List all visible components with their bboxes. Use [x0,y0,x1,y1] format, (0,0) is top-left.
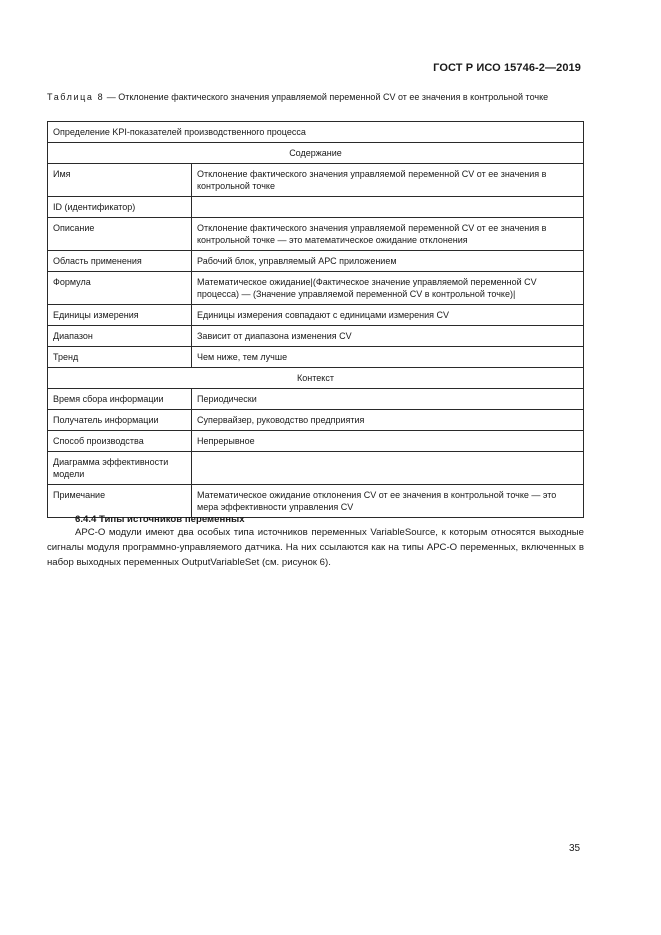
page-number: 35 [569,843,581,854]
row-value: Отклонение фактического значения управляемой переменной CV от ее значения в контрольной точке — это математическое ожидание отклонения [192,218,584,251]
row-label: Диаграмма эффективности модели [48,452,192,485]
row-value: Рабочий блок, управляемый АРС приложением [192,251,584,272]
table-row [48,431,584,452]
table-row [48,368,584,389]
document-header: ГОСТ Р ИСО 15746-2—2019 [433,62,581,74]
table-caption [47,92,587,104]
table-caption-label: Таблица 8 [47,92,105,102]
table-row [48,347,584,368]
row-label: Имя [48,164,192,197]
table-row [48,389,584,410]
table-row [48,305,584,326]
content-header: Содержание [48,143,584,164]
row-label: Время сбора информации [48,389,192,410]
section-heading: 6.4.4 Типы источников переменных [75,514,245,525]
row-label: Диапазон [48,326,192,347]
row-label: Область применения [48,251,192,272]
table-row [48,410,584,431]
table-row [48,143,584,164]
context-header: Контекст [48,368,584,389]
section-paragraph: АРС-О модули имеют два особых типа источников переменных VariableSource, к которым относятся выходные сигналы модуля программно-управляемого датчика. На них ссылаются как на типы АРС-О переменных, включенных в набор выходных переменных OutputVariableSet (см. рисунок 6). [47,527,584,568]
row-value [192,197,584,218]
row-label: ID (идентификатор) [48,197,192,218]
row-label: Описание [48,218,192,251]
row-value: Чем ниже, тем лучше [192,347,584,368]
row-value: Непрерывное [192,431,584,452]
row-label: Тренд [48,347,192,368]
row-label: Формула [48,272,192,305]
table-row [48,122,584,143]
table-row [48,218,584,251]
row-label: Способ производства [48,431,192,452]
row-label: Единицы измерения [48,305,192,326]
table-row [48,164,584,197]
table-row [48,272,584,305]
row-value [192,452,584,485]
table-row [48,197,584,218]
row-value: Зависит от диапазона изменения CV [192,326,584,347]
table-row [48,326,584,347]
row-value: Супервайзер, руководство предприятия [192,410,584,431]
row-value: Математическое ожидание|(Фактическое значение управляемой переменной CV процесса) — (Значение управляемой переменной CV в контрольной точке)| [192,272,584,305]
definition-row: Определение KPI-показателей производственного процесса [48,122,584,143]
row-value: Единицы измерения совпадают с единицами измерения CV [192,305,584,326]
section-6-4-4 [47,514,584,570]
table-row [48,485,584,518]
table-row [48,251,584,272]
row-value: Периодически [192,389,584,410]
row-value: Математическое ожидание отклонения CV от ее значения в контрольной точке — это мера эффективности управления CV [192,485,584,518]
row-value: Отклонение фактического значения управляемой переменной CV от ее значения в контрольной точке [192,164,584,197]
table-row [48,452,584,485]
kpi-table [47,121,584,518]
table-caption-text: — Отклонение фактического значения управляемой переменной CV от ее значения в контрольной точке [104,92,549,102]
row-label: Получатель информации [48,410,192,431]
row-label: Примечание [48,485,192,518]
